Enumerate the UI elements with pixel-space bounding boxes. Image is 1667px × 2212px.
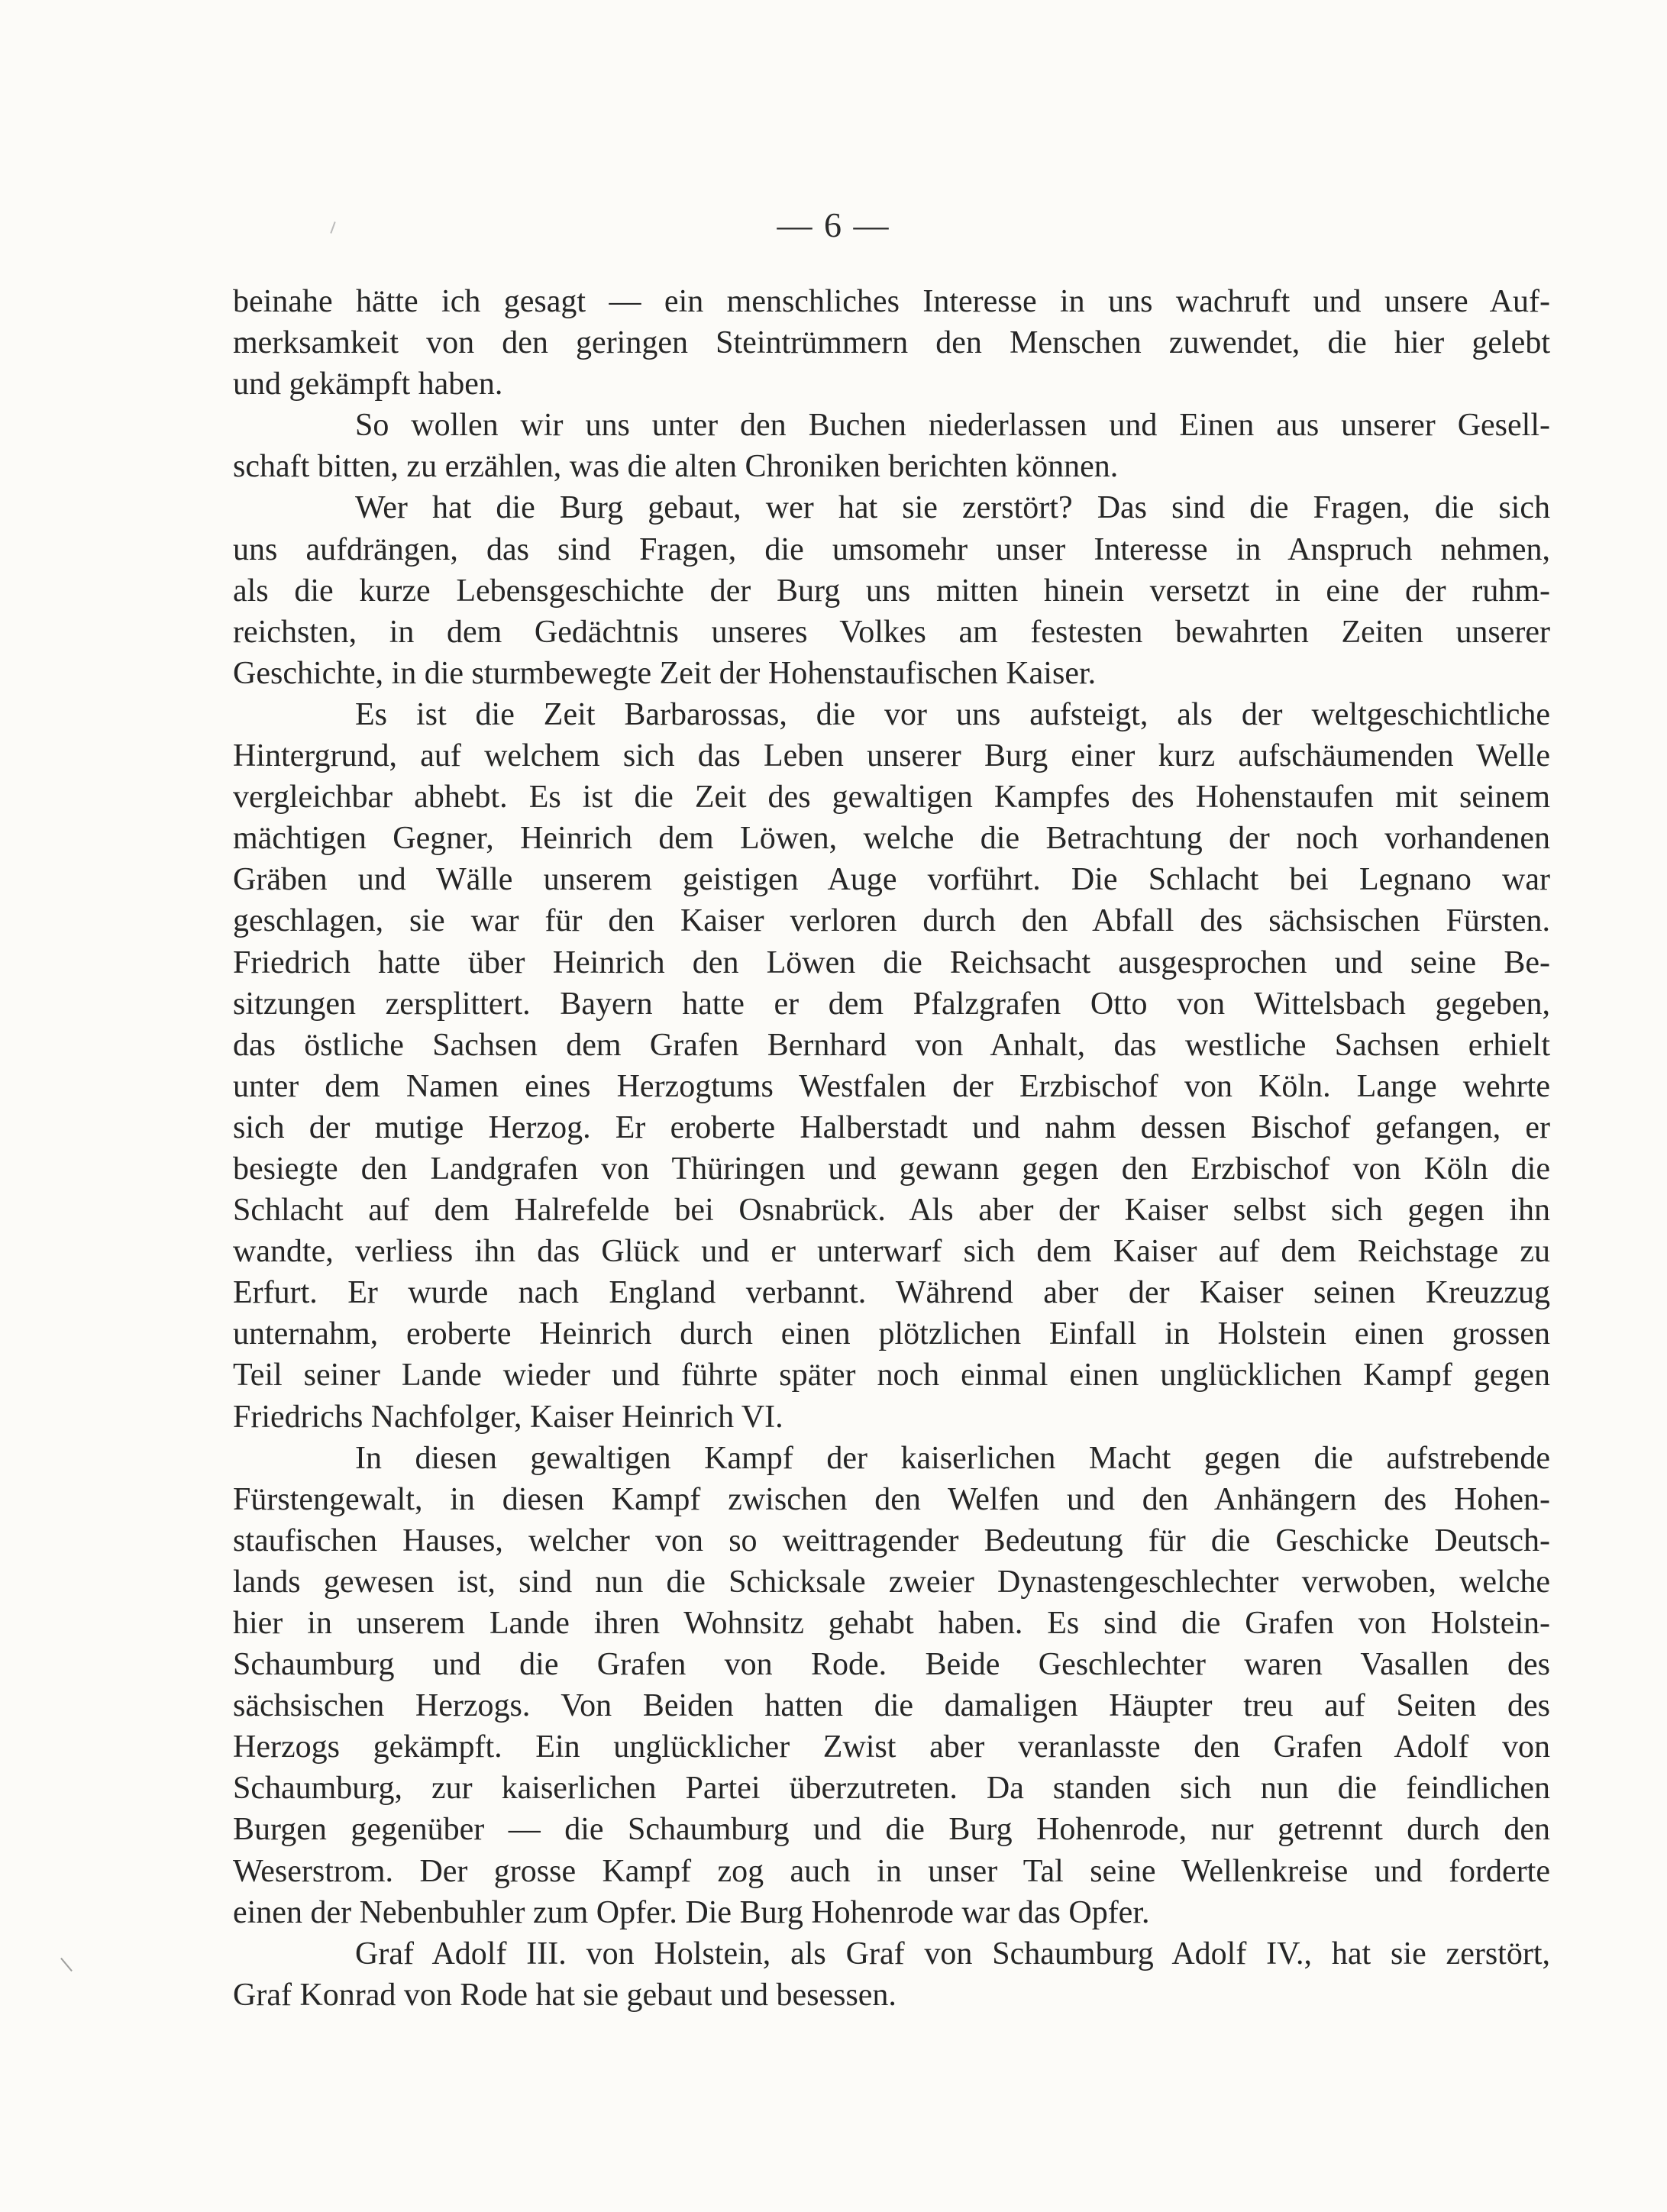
- text-line: beinahe hätte ich gesagt — ein menschliches Interesse in uns wachruft und unsere Auf-: [233, 284, 1550, 319]
- text-line: als die kurze Lebensgeschichte der Burg uns mitten hinein versetzt in eine der ruhm-: [233, 573, 1550, 609]
- paragraph: [233, 281, 1550, 405]
- text-line: Schaumburg und die Grafen von Rode. Beide Geschlechter waren Vasallen des: [233, 1647, 1550, 1683]
- text-line: lands gewesen ist, sind nun die Schicksale zweier Dynastengeschlechter verwoben, welche: [233, 1564, 1550, 1600]
- text-line: sich der mutige Herzog. Er eroberte Halberstadt und nahm dessen Bischof gefangen, er: [233, 1109, 1550, 1145]
- margin-mark: [60, 1958, 73, 1971]
- text-line: Graf Adolf III. von Holstein, als Graf von Schaumburg Adolf IV., hat sie zerstört,: [355, 1936, 1550, 1971]
- text-line: sitzungen zersplittert. Bayern hatte er dem Pfalzgrafen Otto von Wittelsbach gegeben,: [233, 986, 1550, 1022]
- text-line: staufischen Hauses, welcher von so weittragender Bedeutung für die Geschicke Deutsch-: [233, 1523, 1550, 1558]
- text-line: Es ist die Zeit Barbarossas, die vor uns aufsteigt, als der weltgeschichtliche: [355, 696, 1550, 732]
- text-line: In diesen gewaltigen Kampf der kaiserlichen Macht gegen die aufstrebende: [355, 1440, 1550, 1476]
- text-line: Graf Konrad von Rode hat sie gebaut und besessen.: [233, 1977, 896, 2013]
- paragraph: [233, 487, 1550, 693]
- body-text: [233, 281, 1550, 2016]
- text-line: einen der Nebenbuhler zum Opfer. Die Burg Hohenrode war das Opfer.: [233, 1894, 1150, 1930]
- text-line: Friedrich hatte über Heinrich den Löwen die Reichsacht ausgesprochen und seine Be-: [233, 945, 1550, 980]
- text-line: Herzogs gekämpft. Ein unglücklicher Zwist aber veranlasste den Grafen Adolf von: [233, 1729, 1550, 1765]
- text-line: mächtigen Gegner, Heinrich dem Löwen, welche die Betrachtung der noch vorhandenen: [233, 821, 1550, 857]
- text-line: So wollen wir uns unter den Buchen niederlassen und Einen aus unserer Gesell-: [355, 408, 1550, 444]
- text-line: Burgen gegenüber — die Schaumburg und die Burg Hohenrode, nur getrennt durch den: [233, 1812, 1550, 1848]
- text-line: Weserstrom. Der grosse Kampf zog auch in unser Tal seine Wellenkreise und forderte: [233, 1853, 1550, 1889]
- paragraph: [233, 694, 1550, 1438]
- text-line: unternahm, eroberte Heinrich durch einen plötzlichen Einfall in Holstein einen grossen: [233, 1316, 1550, 1352]
- text-line: Schaumburg, zur kaiserlichen Partei überzutreten. Da standen sich nun die feindlichen: [233, 1771, 1550, 1807]
- text-line: Wer hat die Burg gebaut, wer hat sie zerstört? Das sind die Fragen, die sich: [355, 490, 1550, 526]
- text-line: merksamkeit von den geringen Steintrümmern den Menschen zuwendet, die hier gelebt: [233, 325, 1550, 361]
- text-line: Geschichte, in die sturmbewegte Zeit der Hohenstaufischen Kaiser.: [233, 655, 1097, 691]
- text-line: und gekämpft haben.: [233, 367, 503, 402]
- text-line: vergleichbar abhebt. Es ist die Zeit des gewaltigen Kampfes des Hohenstaufen mit seinem: [233, 780, 1550, 815]
- paragraph: [233, 405, 1550, 487]
- text-line: unter dem Namen eines Herzogtums Westfalen der Erzbischof von Köln. Lange wehrte: [233, 1068, 1550, 1104]
- text-line: Schlacht auf dem Halrefelde bei Osnabrück. Als aber der Kaiser selbst sich gegen ihn: [233, 1193, 1550, 1229]
- text-line: Gräben und Wälle unserem geistigen Auge vorführt. Die Schlacht bei Legnano war: [233, 862, 1550, 898]
- text-line: geschlagen, sie war für den Kaiser verloren durch den Abfall des sächsischen Fürsten.: [233, 903, 1550, 939]
- text-line: wandte, verliess ihn das Glück und er unterwarf sich dem Kaiser auf dem Reichstage zu: [233, 1234, 1550, 1270]
- text-line: Hintergrund, auf welchem sich das Leben unserer Burg einer kurz aufschäumenden Welle: [233, 738, 1550, 774]
- text-line: Fürstengewalt, in diesen Kampf zwischen den Welfen und den Anhängern des Hohen-: [233, 1481, 1550, 1517]
- paragraph: [233, 1933, 1550, 2016]
- text-line: Teil seiner Lande wieder und führte später noch einmal einen unglücklichen Kampf gegen: [233, 1358, 1550, 1393]
- text-line: uns aufdrängen, das sind Fragen, die umsomehr unser Interesse in Anspruch nehmen,: [233, 531, 1550, 567]
- text-line: Friedrichs Nachfolger, Kaiser Heinrich VI.: [233, 1399, 783, 1435]
- text-line: das östliche Sachsen dem Grafen Bernhard von Anhalt, das westliche Sachsen erhielt: [233, 1027, 1550, 1063]
- text-line: besiegte den Landgrafen von Thüringen und gewann gegen den Erzbischof von Köln die: [233, 1151, 1550, 1187]
- text-line: reichsten, in dem Gedächtnis unseres Volkes am festesten bewahrten Zeiten unserer: [233, 614, 1550, 650]
- text-line: schaft bitten, zu erzählen, was die alten Chroniken berichten können.: [233, 449, 1119, 485]
- text-line: Erfurt. Er wurde nach England verbannt. Während aber der Kaiser seinen Kreuzzug: [233, 1275, 1550, 1311]
- text-line: sächsischen Herzogs. Von Beiden hatten die damaligen Häupter treu auf Seiten des: [233, 1688, 1550, 1724]
- page-number: — 6 —: [777, 205, 890, 244]
- paragraph: [233, 1438, 1550, 1933]
- text-line: hier in unserem Lande ihren Wohnsitz gehabt haben. Es sind die Grafen von Holstein-: [233, 1606, 1550, 1641]
